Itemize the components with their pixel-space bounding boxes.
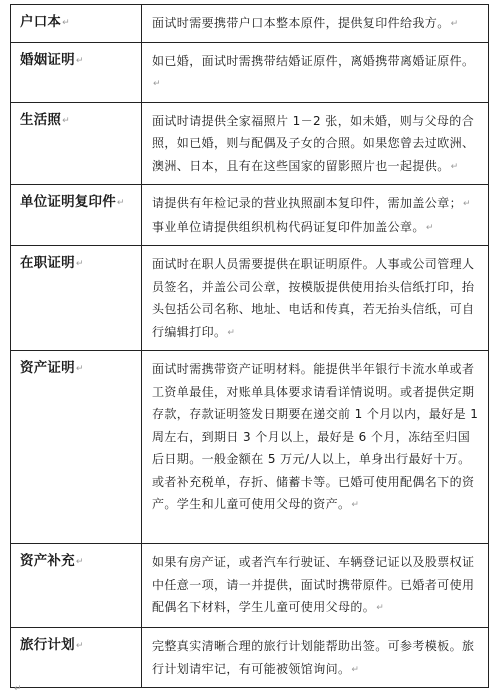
- paragraph-text: 如已婚，面试时需携带结婚证原件，离婚携带离婚证原件。: [152, 53, 475, 68]
- content-paragraph: [152, 50, 482, 96]
- row-label-cell: [11, 5, 142, 43]
- paragraph-mark: ↵: [376, 603, 385, 613]
- content-paragraph: [152, 110, 482, 179]
- row-label: 婚姻证明: [20, 51, 75, 68]
- row-content-cell: [142, 102, 489, 185]
- paragraph-mark: ↵: [450, 19, 459, 29]
- row-content-cell: [142, 42, 489, 102]
- row-label: 资产证明: [20, 360, 75, 376]
- paragraph-mark: ↵: [425, 222, 434, 233]
- paragraph-mark: ↵: [75, 55, 84, 66]
- row-label: 单位证明复印件: [20, 194, 116, 210]
- row-content-cell: [142, 246, 489, 351]
- row-label-cell: [11, 246, 142, 351]
- paragraph-mark: ↵: [75, 641, 84, 651]
- document-page: [10, 4, 489, 688]
- row-content-cell: [142, 628, 489, 688]
- row-content-cell: [142, 351, 489, 544]
- row-label-cell: [11, 351, 142, 544]
- paragraph-mark: ↵: [463, 199, 471, 209]
- paragraph-mark: ↵: [153, 79, 161, 89]
- row-label: 旅行计划: [20, 637, 75, 653]
- paragraph-mark: ↵: [62, 18, 70, 28]
- content-paragraph: [152, 192, 482, 216]
- paragraph-mark: ↵: [450, 161, 459, 172]
- table-row: [11, 351, 489, 544]
- paragraph-mark: ↵: [75, 557, 84, 567]
- paragraph-text: 完整真实清晰合理的旅行计划能帮助出签。可参考模板。旅行计划请牢记，有可能被领馆询问。: [152, 639, 475, 676]
- paragraph-text: 面试时需携带资产证明材料。能提供半年银行卡流水单或者工资单最佳，对账单具体要求请看详情说明。或者提供定期存款，存款证明签发日期要在递交前 1 个月以内，最好是 1 周左右，到期日 3 个月以上，最好是 6 个月，冻结至归国后日期。一般金额在 5 万元/人以上，单身出行最好十万。或者补充税单，存折、储蓄卡等。已婚可使用配偶名下的资产。学生和儿童可使用父母的资产。: [152, 362, 479, 511]
- table-row: [11, 42, 489, 102]
- paragraph-text: 面试时请提供全家福照片 1－2 张，如未婚，则与父母的合照，如已婚，则与配偶及子女的合照。如果您曾去过欧洲、澳洲、日本，且有在这些国家的留影照片也一起提供。: [152, 113, 475, 173]
- row-label-cell: [11, 544, 142, 628]
- table-row: [11, 246, 489, 351]
- table-row: [11, 102, 489, 185]
- table-row: [11, 544, 489, 628]
- row-label: 生活照: [20, 111, 62, 128]
- table-row: [11, 5, 489, 43]
- paragraph-mark: ↵: [351, 500, 360, 510]
- table-row: [11, 628, 489, 688]
- paragraph-mark: ↵: [75, 364, 84, 374]
- content-paragraph: [152, 358, 482, 517]
- row-label-cell: [11, 628, 142, 688]
- paragraph-text: 面试时需要携带户口本整本原件，提供复印件给我方。: [152, 16, 450, 30]
- row-content-cell: [142, 5, 489, 43]
- row-label: 在职证明: [20, 255, 75, 271]
- row-content-cell: [142, 185, 489, 246]
- document-end-mark: ↵: [14, 684, 22, 694]
- paragraph-mark: ↵: [62, 115, 70, 126]
- requirements-table: [10, 4, 489, 688]
- content-paragraph: [152, 635, 482, 681]
- row-label-cell: [11, 102, 142, 185]
- paragraph-mark: ↵: [116, 198, 125, 208]
- row-content-cell: [142, 544, 489, 628]
- paragraph-text: 请提供有年检记录的营业执照副本复印件，需加盖公章；: [152, 196, 463, 210]
- content-paragraph: [152, 216, 482, 240]
- paragraph-mark: ↵: [227, 327, 236, 338]
- row-label-cell: [11, 185, 142, 246]
- row-label: 户口本: [20, 14, 62, 30]
- requirements-table-body: [11, 5, 489, 688]
- paragraph-mark: ↵: [75, 259, 84, 269]
- content-paragraph: [152, 253, 482, 344]
- row-label-cell: [11, 42, 142, 102]
- paragraph-text: 事业单位请提供组织机构代码证复印件加盖公章。: [152, 219, 425, 234]
- paragraph-mark: ↵: [351, 664, 360, 675]
- content-paragraph: [152, 12, 482, 36]
- row-label: 资产补充: [20, 553, 75, 569]
- content-paragraph: [152, 551, 482, 620]
- table-row: [11, 185, 489, 246]
- paragraph-text: 如果有房产证，或者汽车行驶证、车辆登记证以及股票权证中任意一项，请一并提供，面试时携带原件。已婚者可使用配偶名下材料，学生儿童可使用父母的。: [152, 555, 475, 614]
- paragraph-text: 面试时在职人员需要提供在职证明原件。人事或公司管理人员签名，并盖公司公章，按模版提供使用抬头信纸打印，抬头包括公司名称、地址、电话和传真，若无抬头信纸，可自行编辑打印。: [152, 257, 475, 339]
